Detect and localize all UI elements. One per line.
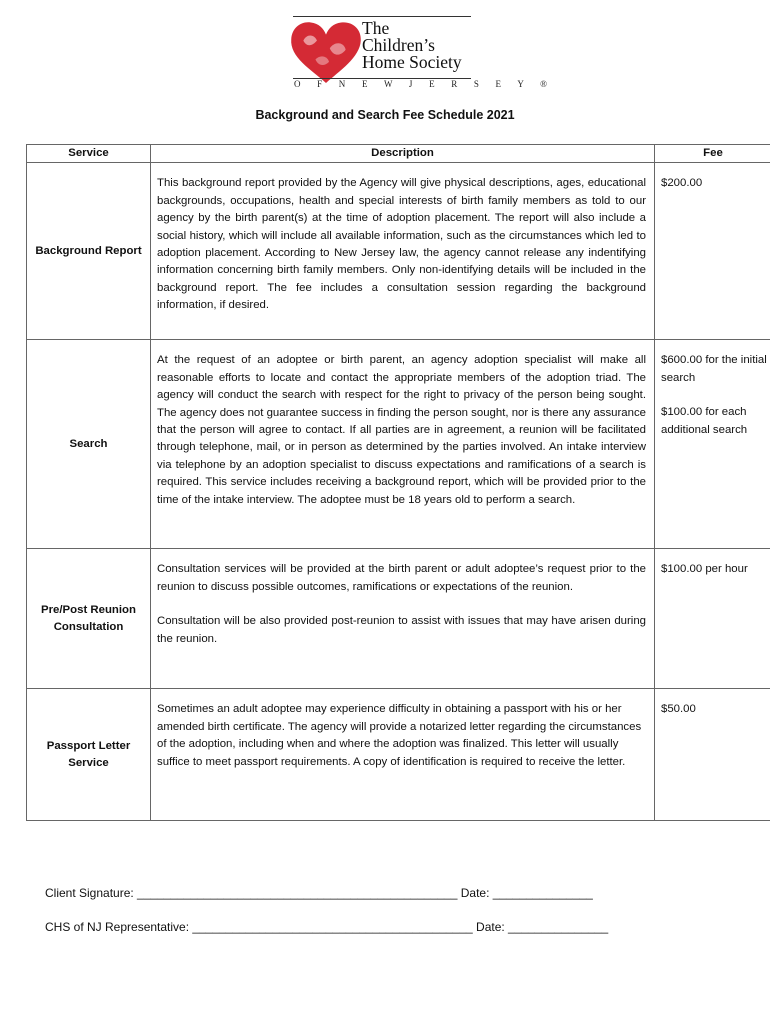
table-header-row <box>27 145 770 163</box>
logo-line-2: Children’s <box>362 35 435 55</box>
service-cell: Search <box>27 340 151 549</box>
logo-wordmark <box>362 20 462 71</box>
fee-text: $200.00 <box>661 177 703 190</box>
client-signature-line[interactable]: Client Signature: ________________________________________________ Date: _______________ <box>45 886 593 900</box>
description-text: Consultation will be also provided post-reunion to assist with issues that may have arisen during the reunion. <box>157 615 646 645</box>
table-row <box>27 689 770 821</box>
description-text: Sometimes an adult adoptee may experience difficulty in obtaining a passport with his or her amended birth certificate. The agency will provide a notarized letter regarding the circumstances of the adoption, including when and where the adoption was finalized. This letter will usually suffice to meet passport requirements. A copy of identification is required to receive the letter. <box>157 703 642 768</box>
fee-cell <box>655 549 770 689</box>
table-row <box>27 340 770 549</box>
fee-text: $100.00 for each additional search <box>661 406 748 436</box>
header-fee: Fee <box>655 145 770 163</box>
description-text: This background report provided by the Agency will give physical descriptions, ages, educational backgrounds, occupations, health and special interests of birth family members as told to our agency by the birth parent(s) at the time of adoption placement. The report will also include a social history, which will include all available information, such as the circumstances which led to adoption placement. According to New Jersey law, the agency cannot release any indentifying information concerning birth family members. Only non-identifying details will be included in the background report. The fee includes a consultation session regarding the background information, if desired. <box>157 177 646 312</box>
description-cell <box>151 689 655 821</box>
fee-cell <box>655 689 770 821</box>
fee-cell <box>655 340 770 549</box>
representative-signature-line[interactable]: CHS of NJ Representative: __________________________________________ Date: _______________ <box>45 920 609 934</box>
header-description: Description <box>151 145 655 163</box>
fee-text: $100.00 per hour <box>661 563 748 576</box>
table-row <box>27 549 770 689</box>
service-cell: Pre/Post Reunion Consultation <box>27 549 151 689</box>
fee-text: $50.00 <box>661 703 696 716</box>
page-title: Background and Search Fee Schedule 2021 <box>255 108 515 122</box>
table-row <box>27 163 770 340</box>
logo-line-3: Home Society <box>362 52 462 72</box>
logo-top-rule <box>293 16 471 17</box>
chs-nj-logo <box>288 14 555 89</box>
service-cell: Background Report <box>27 163 151 340</box>
heart-logo-icon <box>288 18 364 86</box>
service-cell: Passport Letter Service <box>27 689 151 821</box>
fee-schedule-table <box>26 144 770 821</box>
description-cell <box>151 340 655 549</box>
description-cell <box>151 163 655 340</box>
description-text: At the request of an adoptee or birth parent, an agency adoption specialist will make all reasonable efforts to locate and contact the appropriate members of the adoption triad. The agency will conduct the search with respect for the right to privacy of the person being sought. The agency does not guarantee success in finding the person sought, nor is there any assurance that the person will agree to contact. If all parties are in agreement, a reunion will be facilitated through telephone, mail, or in person as determined by the parties involved. An intake interview via telephone by an adoption specialist to discuss expectations and ramifications of a search is required. This service includes receiving a background report, which will be provided prior to the time of the intake interview. The adoptee must be 18 years old to perform a search. <box>157 354 646 506</box>
logo-line-1: The <box>362 18 390 38</box>
logo-subtitle: O F N E W J E R S E Y ® <box>294 79 555 89</box>
fee-text: $600.00 for the initial search <box>661 354 767 384</box>
description-text: Consultation services will be provided at the birth parent or adult adoptee’s request prior to the reunion to discuss possible outcomes, ramifications or expectations of the reunion. <box>157 563 646 593</box>
description-cell <box>151 549 655 689</box>
fee-cell <box>655 163 770 340</box>
header-service: Service <box>27 145 151 163</box>
